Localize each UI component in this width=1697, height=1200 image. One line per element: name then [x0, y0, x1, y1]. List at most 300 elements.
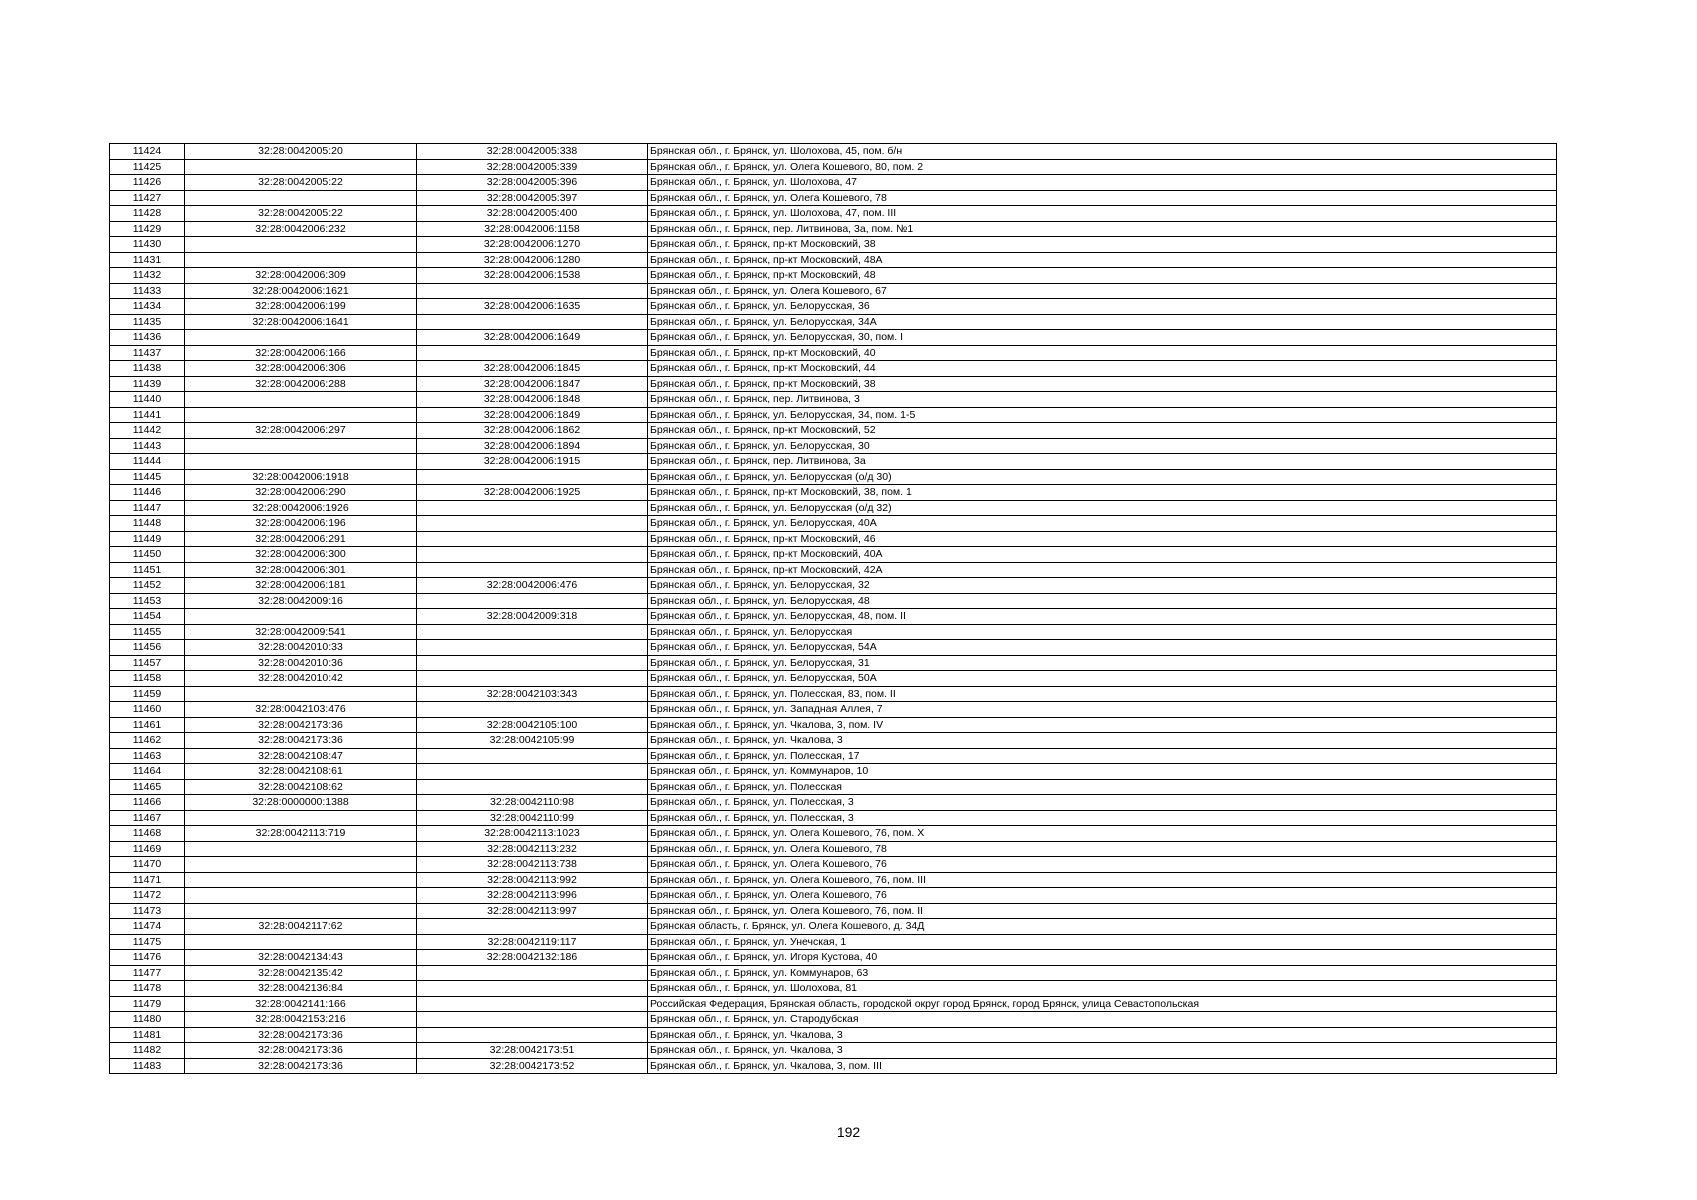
land-cadastral-number-cell: 32:28:0042006:300	[185, 547, 417, 563]
row-number-cell: 11442	[110, 423, 185, 439]
object-cadastral-number-cell	[417, 516, 648, 532]
row-number-cell: 11479	[110, 996, 185, 1012]
table-row	[110, 1027, 1557, 1043]
land-cadastral-number-cell: 32:28:0042108:47	[185, 748, 417, 764]
row-number-cell: 11428	[110, 206, 185, 222]
address-cell: Брянская обл., г. Брянск, ул. Западная Аллея, 7	[648, 702, 1557, 718]
object-cadastral-number-cell	[417, 345, 648, 361]
land-cadastral-number-cell	[185, 857, 417, 873]
row-number-cell: 11441	[110, 407, 185, 423]
address-cell: Брянская обл., г. Брянск, ул. Олега Кошевого, 67	[648, 283, 1557, 299]
table-row	[110, 190, 1557, 206]
address-cell: Брянская обл., г. Брянск, ул. Белорусская, 30, пом. I	[648, 330, 1557, 346]
address-cell: Брянская обл., г. Брянск, ул. Полесская, 3	[648, 810, 1557, 826]
object-cadastral-number-cell: 32:28:0042110:98	[417, 795, 648, 811]
address-cell: Брянская обл., г. Брянск, ул. Олега Кошевого, 76, пом. II	[648, 903, 1557, 919]
registry-table	[109, 143, 1557, 1074]
table-row	[110, 361, 1557, 377]
address-cell: Брянская обл., г. Брянск, ул. Олега Кошевого, 80, пом. 2	[648, 159, 1557, 175]
row-number-cell: 11481	[110, 1027, 185, 1043]
table-row	[110, 748, 1557, 764]
address-cell: Брянская обл., г. Брянск, пр-кт Московский, 38, пом. 1	[648, 485, 1557, 501]
land-cadastral-number-cell: 32:28:0042005:22	[185, 175, 417, 191]
row-number-cell: 11449	[110, 531, 185, 547]
object-cadastral-number-cell: 32:28:0042005:400	[417, 206, 648, 222]
table-row	[110, 516, 1557, 532]
land-cadastral-number-cell	[185, 810, 417, 826]
object-cadastral-number-cell: 32:28:0042006:1158	[417, 221, 648, 237]
row-number-cell: 11460	[110, 702, 185, 718]
table-row	[110, 531, 1557, 547]
object-cadastral-number-cell: 32:28:0042113:996	[417, 888, 648, 904]
row-number-cell: 11466	[110, 795, 185, 811]
land-cadastral-number-cell: 32:28:0042173:36	[185, 717, 417, 733]
table-row	[110, 950, 1557, 966]
table-row	[110, 345, 1557, 361]
table-row	[110, 733, 1557, 749]
table-row	[110, 888, 1557, 904]
land-cadastral-number-cell: 32:28:0042173:36	[185, 733, 417, 749]
land-cadastral-number-cell	[185, 392, 417, 408]
address-cell: Брянская обл., г. Брянск, ул. Белорусская, 34А	[648, 314, 1557, 330]
table-row	[110, 500, 1557, 516]
land-cadastral-number-cell: 32:28:0042006:288	[185, 376, 417, 392]
row-number-cell: 11474	[110, 919, 185, 935]
row-number-cell: 11476	[110, 950, 185, 966]
land-cadastral-number-cell	[185, 872, 417, 888]
object-cadastral-number-cell: 32:28:0042173:52	[417, 1058, 648, 1074]
object-cadastral-number-cell	[417, 702, 648, 718]
row-number-cell: 11445	[110, 469, 185, 485]
row-number-cell: 11425	[110, 159, 185, 175]
table-row	[110, 175, 1557, 191]
land-cadastral-number-cell: 32:28:0042006:291	[185, 531, 417, 547]
address-cell: Брянская обл., г. Брянск, пер. Литвинова, 3а, пом. №1	[648, 221, 1557, 237]
address-cell: Брянская обл., г. Брянск, ул. Игоря Кустова, 40	[648, 950, 1557, 966]
land-cadastral-number-cell: 32:28:0042136:84	[185, 981, 417, 997]
address-cell: Брянская обл., г. Брянск, ул. Унечская, 1	[648, 934, 1557, 950]
address-cell: Брянская обл., г. Брянск, ул. Белорусская (о/д 32)	[648, 500, 1557, 516]
table-row	[110, 485, 1557, 501]
object-cadastral-number-cell	[417, 562, 648, 578]
land-cadastral-number-cell: 32:28:0042005:22	[185, 206, 417, 222]
table-row	[110, 872, 1557, 888]
land-cadastral-number-cell: 32:28:0042006:166	[185, 345, 417, 361]
row-number-cell: 11431	[110, 252, 185, 268]
row-number-cell: 11459	[110, 686, 185, 702]
object-cadastral-number-cell	[417, 748, 648, 764]
address-cell: Брянская обл., г. Брянск, ул. Стародубская	[648, 1012, 1557, 1028]
object-cadastral-number-cell: 32:28:0042005:339	[417, 159, 648, 175]
address-cell: Брянская обл., г. Брянск, ул. Белорусская, 32	[648, 578, 1557, 594]
address-cell: Брянская обл., г. Брянск, ул. Белорусская, 36	[648, 299, 1557, 315]
address-cell: Брянская обл., г. Брянск, пр-кт Московский, 52	[648, 423, 1557, 439]
object-cadastral-number-cell	[417, 547, 648, 563]
address-cell: Брянская обл., г. Брянск, ул. Белорусская, 48, пом. II	[648, 609, 1557, 625]
table-row	[110, 981, 1557, 997]
table-row	[110, 934, 1557, 950]
row-number-cell: 11480	[110, 1012, 185, 1028]
land-cadastral-number-cell: 32:28:0042006:199	[185, 299, 417, 315]
land-cadastral-number-cell: 32:28:0042010:33	[185, 640, 417, 656]
table-row	[110, 469, 1557, 485]
row-number-cell: 11462	[110, 733, 185, 749]
object-cadastral-number-cell	[417, 965, 648, 981]
table-row	[110, 795, 1557, 811]
table-row	[110, 314, 1557, 330]
row-number-cell: 11440	[110, 392, 185, 408]
row-number-cell: 11446	[110, 485, 185, 501]
table-row	[110, 562, 1557, 578]
land-cadastral-number-cell	[185, 609, 417, 625]
address-cell: Брянская обл., г. Брянск, пр-кт Московский, 38	[648, 237, 1557, 253]
table-row	[110, 810, 1557, 826]
table-row	[110, 996, 1557, 1012]
land-cadastral-number-cell: 32:28:0042006:301	[185, 562, 417, 578]
row-number-cell: 11444	[110, 454, 185, 470]
address-cell: Брянская обл., г. Брянск, пр-кт Московский, 44	[648, 361, 1557, 377]
table-row	[110, 702, 1557, 718]
row-number-cell: 11478	[110, 981, 185, 997]
land-cadastral-number-cell	[185, 159, 417, 175]
address-cell: Брянская обл., г. Брянск, пр-кт Московский, 40	[648, 345, 1557, 361]
object-cadastral-number-cell	[417, 655, 648, 671]
address-cell: Брянская обл., г. Брянск, пр-кт Московский, 48	[648, 268, 1557, 284]
address-cell: Брянская обл., г. Брянск, ул. Полесская, 83, пом. II	[648, 686, 1557, 702]
table-row	[110, 593, 1557, 609]
land-cadastral-number-cell: 32:28:0042108:62	[185, 779, 417, 795]
object-cadastral-number-cell: 32:28:0042105:100	[417, 717, 648, 733]
table-row	[110, 376, 1557, 392]
row-number-cell: 11447	[110, 500, 185, 516]
table-row	[110, 609, 1557, 625]
object-cadastral-number-cell	[417, 779, 648, 795]
object-cadastral-number-cell	[417, 314, 648, 330]
land-cadastral-number-cell: 32:28:0042006:196	[185, 516, 417, 532]
row-number-cell: 11483	[110, 1058, 185, 1074]
address-cell: Брянская обл., г. Брянск, ул. Полесская, 17	[648, 748, 1557, 764]
land-cadastral-number-cell: 32:28:0042173:36	[185, 1043, 417, 1059]
row-number-cell: 11451	[110, 562, 185, 578]
address-cell: Брянская обл., г. Брянск, пр-кт Московский, 38	[648, 376, 1557, 392]
row-number-cell: 11436	[110, 330, 185, 346]
object-cadastral-number-cell: 32:28:0042006:1845	[417, 361, 648, 377]
object-cadastral-number-cell	[417, 981, 648, 997]
object-cadastral-number-cell: 32:28:0042006:1848	[417, 392, 648, 408]
object-cadastral-number-cell: 32:28:0042006:1915	[417, 454, 648, 470]
address-cell: Брянская обл., г. Брянск, ул. Полесская, 3	[648, 795, 1557, 811]
land-cadastral-number-cell: 32:28:0042006:1641	[185, 314, 417, 330]
address-cell: Брянская обл., г. Брянск, ул. Чкалова, 3, пом. IV	[648, 717, 1557, 733]
object-cadastral-number-cell	[417, 671, 648, 687]
address-cell: Брянская обл., г. Брянск, пр-кт Московский, 42А	[648, 562, 1557, 578]
land-cadastral-number-cell: 32:28:0042010:36	[185, 655, 417, 671]
land-cadastral-number-cell	[185, 934, 417, 950]
land-cadastral-number-cell: 32:28:0042006:309	[185, 268, 417, 284]
table-row	[110, 640, 1557, 656]
object-cadastral-number-cell: 32:28:0042119:117	[417, 934, 648, 950]
row-number-cell: 11426	[110, 175, 185, 191]
land-cadastral-number-cell: 32:28:0042010:42	[185, 671, 417, 687]
object-cadastral-number-cell: 32:28:0042113:1023	[417, 826, 648, 842]
address-cell: Брянская обл., г. Брянск, ул. Олега Кошевого, 76, пом. III	[648, 872, 1557, 888]
land-cadastral-number-cell: 32:28:0042009:541	[185, 624, 417, 640]
table-row	[110, 221, 1557, 237]
row-number-cell: 11430	[110, 237, 185, 253]
address-cell: Брянская обл., г. Брянск, ул. Белорусская, 30	[648, 438, 1557, 454]
table-row	[110, 655, 1557, 671]
object-cadastral-number-cell	[417, 500, 648, 516]
object-cadastral-number-cell: 32:28:0042006:476	[417, 578, 648, 594]
address-cell: Брянская обл., г. Брянск, ул. Белорусская, 54А	[648, 640, 1557, 656]
object-cadastral-number-cell	[417, 1027, 648, 1043]
land-cadastral-number-cell: 32:28:0042005:20	[185, 144, 417, 160]
table-row	[110, 299, 1557, 315]
table-row	[110, 392, 1557, 408]
address-cell: Брянская обл., г. Брянск, ул. Белорусская, 34, пом. 1-5	[648, 407, 1557, 423]
object-cadastral-number-cell: 32:28:0042006:1847	[417, 376, 648, 392]
land-cadastral-number-cell: 32:28:0042006:1926	[185, 500, 417, 516]
address-cell: Брянская обл., г. Брянск, ул. Чкалова, 3	[648, 1043, 1557, 1059]
row-number-cell: 11471	[110, 872, 185, 888]
row-number-cell: 11427	[110, 190, 185, 206]
land-cadastral-number-cell: 32:28:0042009:16	[185, 593, 417, 609]
row-number-cell: 11452	[110, 578, 185, 594]
object-cadastral-number-cell	[417, 996, 648, 1012]
table-row	[110, 206, 1557, 222]
land-cadastral-number-cell: 32:28:0042006:232	[185, 221, 417, 237]
land-cadastral-number-cell: 32:28:0042006:297	[185, 423, 417, 439]
table-row	[110, 330, 1557, 346]
object-cadastral-number-cell: 32:28:0042173:51	[417, 1043, 648, 1059]
object-cadastral-number-cell: 32:28:0042006:1280	[417, 252, 648, 268]
object-cadastral-number-cell: 32:28:0042006:1649	[417, 330, 648, 346]
address-cell: Брянская обл., г. Брянск, ул. Шолохова, 47, пом. III	[648, 206, 1557, 222]
land-cadastral-number-cell	[185, 252, 417, 268]
object-cadastral-number-cell: 32:28:0042105:99	[417, 733, 648, 749]
object-cadastral-number-cell: 32:28:0042113:738	[417, 857, 648, 873]
address-cell: Брянская обл., г. Брянск, ул. Белорусская, 50А	[648, 671, 1557, 687]
row-number-cell: 11465	[110, 779, 185, 795]
row-number-cell: 11429	[110, 221, 185, 237]
row-number-cell: 11443	[110, 438, 185, 454]
object-cadastral-number-cell: 32:28:0042110:99	[417, 810, 648, 826]
address-cell: Брянская обл., г. Брянск, ул. Олега Кошевого, 76	[648, 888, 1557, 904]
table-row	[110, 841, 1557, 857]
row-number-cell: 11439	[110, 376, 185, 392]
row-number-cell: 11464	[110, 764, 185, 780]
land-cadastral-number-cell	[185, 686, 417, 702]
land-cadastral-number-cell: 32:28:0042113:719	[185, 826, 417, 842]
object-cadastral-number-cell: 32:28:0042006:1270	[417, 237, 648, 253]
address-cell: Брянская область, г. Брянск, ул. Олега Кошевого, д. 34Д	[648, 919, 1557, 935]
row-number-cell: 11454	[110, 609, 185, 625]
row-number-cell: 11455	[110, 624, 185, 640]
object-cadastral-number-cell: 32:28:0042006:1862	[417, 423, 648, 439]
land-cadastral-number-cell: 32:28:0042006:1918	[185, 469, 417, 485]
table-row	[110, 1058, 1557, 1074]
address-cell: Брянская обл., г. Брянск, пр-кт Московский, 46	[648, 531, 1557, 547]
land-cadastral-number-cell	[185, 330, 417, 346]
address-cell: Брянская обл., г. Брянск, ул. Коммунаров, 63	[648, 965, 1557, 981]
object-cadastral-number-cell: 32:28:0042006:1894	[417, 438, 648, 454]
table-row	[110, 671, 1557, 687]
object-cadastral-number-cell	[417, 283, 648, 299]
table-row	[110, 857, 1557, 873]
object-cadastral-number-cell: 32:28:0042006:1635	[417, 299, 648, 315]
object-cadastral-number-cell	[417, 919, 648, 935]
table-row	[110, 1012, 1557, 1028]
address-cell: Брянская обл., г. Брянск, ул. Белорусская, 31	[648, 655, 1557, 671]
table-row	[110, 407, 1557, 423]
address-cell: Брянская обл., г. Брянск, ул. Чкалова, 3, пом. III	[648, 1058, 1557, 1074]
object-cadastral-number-cell	[417, 640, 648, 656]
object-cadastral-number-cell: 32:28:0042113:232	[417, 841, 648, 857]
table-row	[110, 1043, 1557, 1059]
row-number-cell: 11437	[110, 345, 185, 361]
row-number-cell: 11458	[110, 671, 185, 687]
table-row	[110, 764, 1557, 780]
table-row	[110, 237, 1557, 253]
land-cadastral-number-cell: 32:28:0042173:36	[185, 1027, 417, 1043]
land-cadastral-number-cell: 32:28:0042108:61	[185, 764, 417, 780]
row-number-cell: 11469	[110, 841, 185, 857]
address-cell: Брянская обл., г. Брянск, ул. Полесская	[648, 779, 1557, 795]
address-cell: Брянская обл., г. Брянск, пер. Литвинова, 3	[648, 392, 1557, 408]
row-number-cell: 11472	[110, 888, 185, 904]
land-cadastral-number-cell: 32:28:0042153:216	[185, 1012, 417, 1028]
object-cadastral-number-cell: 32:28:0042006:1538	[417, 268, 648, 284]
table-row	[110, 144, 1557, 160]
row-number-cell: 11448	[110, 516, 185, 532]
address-cell: Брянская обл., г. Брянск, пр-кт Московский, 48А	[648, 252, 1557, 268]
row-number-cell: 11482	[110, 1043, 185, 1059]
object-cadastral-number-cell: 32:28:0042103:343	[417, 686, 648, 702]
object-cadastral-number-cell	[417, 624, 648, 640]
address-cell: Брянская обл., г. Брянск, ул. Белорусская, 40А	[648, 516, 1557, 532]
object-cadastral-number-cell	[417, 469, 648, 485]
table-row	[110, 624, 1557, 640]
row-number-cell: 11424	[110, 144, 185, 160]
land-cadastral-number-cell	[185, 454, 417, 470]
land-cadastral-number-cell	[185, 438, 417, 454]
address-cell: Брянская обл., г. Брянск, ул. Олега Кошевого, 76	[648, 857, 1557, 873]
object-cadastral-number-cell	[417, 764, 648, 780]
row-number-cell: 11434	[110, 299, 185, 315]
address-cell: Брянская обл., г. Брянск, ул. Шолохова, 81	[648, 981, 1557, 997]
object-cadastral-number-cell: 32:28:0042005:396	[417, 175, 648, 191]
row-number-cell: 11435	[110, 314, 185, 330]
object-cadastral-number-cell: 32:28:0042006:1849	[417, 407, 648, 423]
address-cell: Брянская обл., г. Брянск, пер. Литвинова, 3а	[648, 454, 1557, 470]
table-row	[110, 283, 1557, 299]
row-number-cell: 11461	[110, 717, 185, 733]
address-cell: Брянская обл., г. Брянск, ул. Шолохова, 47	[648, 175, 1557, 191]
address-cell: Брянская обл., г. Брянск, ул. Шолохова, 45, пом. б/н	[648, 144, 1557, 160]
table-row	[110, 438, 1557, 454]
object-cadastral-number-cell	[417, 1012, 648, 1028]
address-cell: Брянская обл., г. Брянск, ул. Белорусская, 48	[648, 593, 1557, 609]
address-cell: Брянская обл., г. Брянск, ул. Коммунаров, 10	[648, 764, 1557, 780]
table-row	[110, 903, 1557, 919]
table-row	[110, 686, 1557, 702]
land-cadastral-number-cell	[185, 237, 417, 253]
row-number-cell: 11470	[110, 857, 185, 873]
row-number-cell: 11453	[110, 593, 185, 609]
table-row	[110, 252, 1557, 268]
table-row	[110, 779, 1557, 795]
address-cell: Брянская обл., г. Брянск, пр-кт Московский, 40А	[648, 547, 1557, 563]
row-number-cell: 11456	[110, 640, 185, 656]
land-cadastral-number-cell: 32:28:0042141:166	[185, 996, 417, 1012]
table-row	[110, 454, 1557, 470]
land-cadastral-number-cell: 32:28:0042134:43	[185, 950, 417, 966]
land-cadastral-number-cell: 32:28:0042173:36	[185, 1058, 417, 1074]
table-row	[110, 919, 1557, 935]
row-number-cell: 11450	[110, 547, 185, 563]
land-cadastral-number-cell	[185, 903, 417, 919]
address-cell: Брянская обл., г. Брянск, ул. Олега Кошевого, 78	[648, 841, 1557, 857]
land-cadastral-number-cell: 32:28:0042006:290	[185, 485, 417, 501]
row-number-cell: 11473	[110, 903, 185, 919]
land-cadastral-number-cell: 32:28:0042006:306	[185, 361, 417, 377]
land-cadastral-number-cell	[185, 190, 417, 206]
land-cadastral-number-cell: 32:28:0042006:181	[185, 578, 417, 594]
land-cadastral-number-cell: 32:28:0042006:1621	[185, 283, 417, 299]
land-cadastral-number-cell	[185, 888, 417, 904]
row-number-cell: 11457	[110, 655, 185, 671]
table-row	[110, 965, 1557, 981]
address-cell: Российская Федерация, Брянская область, городской округ город Брянск, город Брянск, улица Севастопольская	[648, 996, 1557, 1012]
address-cell: Брянская обл., г. Брянск, ул. Олега Кошевого, 78	[648, 190, 1557, 206]
address-cell: Брянская обл., г. Брянск, ул. Белорусская (о/д 30)	[648, 469, 1557, 485]
object-cadastral-number-cell: 32:28:0042006:1925	[417, 485, 648, 501]
address-cell: Брянская обл., г. Брянск, ул. Чкалова, 3	[648, 733, 1557, 749]
registry-table-body	[110, 144, 1557, 1074]
table-row	[110, 268, 1557, 284]
land-cadastral-number-cell: 32:28:0000000:1388	[185, 795, 417, 811]
row-number-cell: 11432	[110, 268, 185, 284]
land-cadastral-number-cell	[185, 407, 417, 423]
land-cadastral-number-cell: 32:28:0042117:62	[185, 919, 417, 935]
table-row	[110, 547, 1557, 563]
object-cadastral-number-cell: 32:28:0042009:318	[417, 609, 648, 625]
land-cadastral-number-cell	[185, 841, 417, 857]
object-cadastral-number-cell	[417, 593, 648, 609]
row-number-cell: 11475	[110, 934, 185, 950]
object-cadastral-number-cell: 32:28:0042113:997	[417, 903, 648, 919]
row-number-cell: 11467	[110, 810, 185, 826]
object-cadastral-number-cell: 32:28:0042132:186	[417, 950, 648, 966]
table-row	[110, 159, 1557, 175]
row-number-cell: 11433	[110, 283, 185, 299]
land-cadastral-number-cell: 32:28:0042135:42	[185, 965, 417, 981]
page-number: 192	[836, 1124, 861, 1140]
object-cadastral-number-cell	[417, 531, 648, 547]
row-number-cell: 11468	[110, 826, 185, 842]
address-cell: Брянская обл., г. Брянск, ул. Чкалова, 3	[648, 1027, 1557, 1043]
address-cell: Брянская обл., г. Брянск, ул. Белорусская	[648, 624, 1557, 640]
object-cadastral-number-cell: 32:28:0042113:992	[417, 872, 648, 888]
row-number-cell: 11477	[110, 965, 185, 981]
table-row	[110, 578, 1557, 594]
row-number-cell: 11438	[110, 361, 185, 377]
table-row	[110, 826, 1557, 842]
address-cell: Брянская обл., г. Брянск, ул. Олега Кошевого, 76, пом. X	[648, 826, 1557, 842]
land-cadastral-number-cell: 32:28:0042103:476	[185, 702, 417, 718]
row-number-cell: 11463	[110, 748, 185, 764]
object-cadastral-number-cell: 32:28:0042005:338	[417, 144, 648, 160]
